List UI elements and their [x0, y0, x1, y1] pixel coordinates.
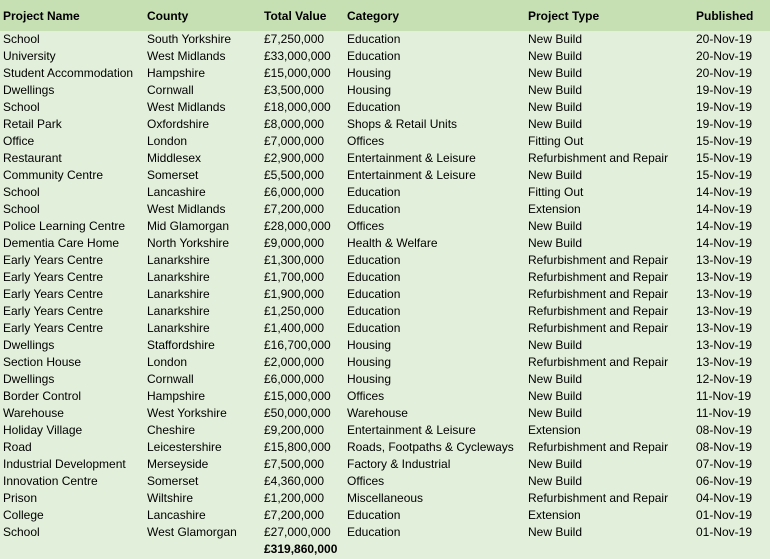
header-row — [0, 0, 770, 31]
project-name-cell[interactable]: School — [3, 202, 40, 216]
header-total-value[interactable]: Total Value — [260, 0, 343, 31]
published-cell[interactable]: 15-Nov-19 — [696, 151, 753, 165]
project-name-cell[interactable]: Dwellings — [3, 338, 55, 352]
published-cell[interactable]: 20-Nov-19 — [696, 49, 753, 63]
project-name-cell[interactable]: Student Accommodation — [3, 66, 134, 80]
category-cell[interactable]: Warehouse — [347, 406, 408, 420]
table-row — [0, 150, 770, 167]
county-cell[interactable]: Lanarkshire — [147, 321, 210, 335]
category-cell[interactable]: Housing — [347, 338, 392, 352]
project-type-cell[interactable]: Refurbishment and Repair — [528, 321, 669, 335]
table-row — [0, 303, 770, 320]
published-cell[interactable]: 20-Nov-19 — [696, 32, 753, 46]
published-cell[interactable]: 13-Nov-19 — [696, 355, 753, 369]
table-row — [0, 167, 770, 184]
table-row — [0, 320, 770, 337]
published-cell[interactable]: 15-Nov-19 — [696, 134, 753, 148]
category-cell[interactable]: Roads, Footpaths & Cycleways — [347, 440, 514, 454]
total-value-cell[interactable]: £1,400,000 — [264, 321, 325, 335]
table-row — [0, 65, 770, 82]
category-cell[interactable]: Housing — [347, 372, 392, 386]
county-cell[interactable]: Cornwall — [147, 372, 194, 386]
published-cell[interactable]: 13-Nov-19 — [696, 270, 753, 284]
county-cell[interactable]: West Midlands — [147, 49, 226, 63]
total-value-cell[interactable]: £2,000,000 — [264, 355, 325, 369]
published-cell[interactable]: 06-Nov-19 — [696, 474, 753, 488]
total-value-cell[interactable]: £1,700,000 — [264, 270, 325, 284]
project-type-cell[interactable]: Refurbishment and Repair — [528, 355, 669, 369]
total-spacer — [343, 541, 524, 558]
published-cell[interactable]: 13-Nov-19 — [696, 253, 753, 267]
total-value-cell[interactable]: £15,000,000 — [264, 66, 331, 80]
total-value-cell[interactable]: £7,250,000 — [264, 32, 325, 46]
table-row — [0, 405, 770, 422]
total-value-cell[interactable]: £6,000,000 — [264, 185, 325, 199]
county-cell[interactable]: Wiltshire — [147, 491, 194, 505]
project-name-cell[interactable]: Dementia Care Home — [3, 236, 120, 250]
project-type-cell[interactable]: New Build — [528, 457, 583, 471]
project-type-cell[interactable]: New Build — [528, 49, 583, 63]
project-type-cell[interactable]: New Build — [528, 474, 583, 488]
total-value-cell[interactable]: £33,000,000 — [264, 49, 331, 63]
project-type-cell[interactable]: Fitting Out — [528, 185, 584, 199]
total-value-cell[interactable]: £5,500,000 — [264, 168, 325, 182]
project-type-cell[interactable]: Refurbishment and Repair — [528, 270, 669, 284]
published-cell[interactable]: 19-Nov-19 — [696, 117, 753, 131]
project-name-cell[interactable]: Early Years Centre — [3, 321, 104, 335]
county-cell[interactable]: Cornwall — [147, 83, 194, 97]
published-cell[interactable]: 13-Nov-19 — [696, 287, 753, 301]
category-cell[interactable]: Factory & Industrial — [347, 457, 451, 471]
published-cell[interactable]: 04-Nov-19 — [696, 491, 753, 505]
table-row — [0, 116, 770, 133]
category-cell[interactable]: Housing — [347, 66, 392, 80]
total-value-cell[interactable]: £2,900,000 — [264, 151, 325, 165]
project-name-cell[interactable]: Office — [3, 134, 35, 148]
category-cell[interactable]: Housing — [347, 355, 392, 369]
category-cell[interactable]: Education — [347, 185, 401, 199]
project-type-cell[interactable]: Refurbishment and Repair — [528, 491, 669, 505]
total-value-cell[interactable]: £319,860,000 — [264, 542, 338, 556]
category-cell[interactable]: Housing — [347, 83, 392, 97]
category-cell[interactable]: Education — [347, 49, 401, 63]
published-cell[interactable]: 08-Nov-19 — [696, 440, 753, 454]
county-cell[interactable]: London — [147, 355, 188, 369]
project-type-cell[interactable]: Refurbishment and Repair — [528, 287, 669, 301]
total-value-cell[interactable]: £1,200,000 — [264, 491, 325, 505]
header-published[interactable]: Published — [692, 0, 770, 31]
table-row — [0, 371, 770, 388]
project-type-cell[interactable]: New Build — [528, 338, 583, 352]
county-cell[interactable]: West Midlands — [147, 202, 226, 216]
county-cell[interactable]: Lancashire — [147, 508, 206, 522]
county-cell[interactable]: Lancashire — [147, 185, 206, 199]
project-type-cell[interactable]: Extension — [528, 508, 581, 522]
total-value-cell[interactable]: £7,000,000 — [264, 134, 325, 148]
project-name-cell[interactable]: School — [3, 185, 40, 199]
project-name-cell[interactable]: University — [3, 49, 56, 63]
project-name-cell[interactable]: Dwellings — [3, 83, 55, 97]
total-value-cell[interactable]: £8,000,000 — [264, 117, 325, 131]
published-cell[interactable]: 12-Nov-19 — [696, 372, 753, 386]
total-value-cell[interactable]: £7,500,000 — [264, 457, 325, 471]
project-name-cell[interactable]: School — [3, 32, 40, 46]
project-name-cell[interactable]: Early Years Centre — [3, 304, 104, 318]
published-cell[interactable]: 11-Nov-19 — [696, 389, 752, 403]
project-type-cell[interactable]: New Build — [528, 32, 583, 46]
published-cell[interactable]: 13-Nov-19 — [696, 304, 753, 318]
county-cell[interactable]: Merseyside — [147, 457, 209, 471]
published-cell[interactable]: 01-Nov-19 — [696, 508, 753, 522]
table-row — [0, 218, 770, 235]
table-row — [0, 354, 770, 371]
published-cell[interactable]: 14-Nov-19 — [696, 185, 753, 199]
project-name-cell[interactable]: Warehouse — [3, 406, 64, 420]
project-name-cell[interactable]: School — [3, 525, 40, 539]
total-value-cell[interactable]: £4,360,000 — [264, 474, 325, 488]
total-value-cell[interactable]: £50,000,000 — [264, 406, 331, 420]
category-cell[interactable]: Education — [347, 100, 401, 114]
table-row — [0, 184, 770, 201]
project-type-cell[interactable]: New Build — [528, 236, 583, 250]
project-type-cell[interactable]: Extension — [528, 202, 581, 216]
project-name-cell[interactable]: Retail Park — [3, 117, 62, 131]
table-row — [0, 422, 770, 439]
project-name-cell[interactable]: Early Years Centre — [3, 253, 104, 267]
county-cell[interactable]: Oxfordshire — [147, 117, 210, 131]
category-cell[interactable]: Education — [347, 525, 401, 539]
county-cell[interactable]: Lanarkshire — [147, 287, 210, 301]
total-spacer — [0, 541, 143, 558]
table-row — [0, 82, 770, 99]
table-row — [0, 490, 770, 507]
project-type-cell[interactable]: New Build — [528, 525, 583, 539]
project-type-cell[interactable]: Refurbishment and Repair — [528, 440, 669, 454]
project-name-cell[interactable]: Industrial Development — [3, 457, 126, 471]
project-name-cell[interactable]: Restaurant — [3, 151, 62, 165]
total-value-cell[interactable]: £6,000,000 — [264, 372, 325, 386]
category-cell[interactable]: Offices — [347, 389, 385, 403]
project-name-cell[interactable]: Innovation Centre — [3, 474, 98, 488]
county-cell[interactable]: Lanarkshire — [147, 270, 210, 284]
total-value-cell[interactable]: £15,800,000 — [264, 440, 331, 454]
total-spacer — [692, 541, 770, 558]
project-type-cell[interactable]: New Build — [528, 100, 583, 114]
category-cell[interactable]: Education — [347, 32, 401, 46]
project-type-cell[interactable]: New Build — [528, 372, 583, 386]
county-cell[interactable]: Mid Glamorgan — [147, 219, 230, 233]
project-name-cell[interactable]: Section House — [3, 355, 82, 369]
county-cell[interactable]: Somerset — [147, 168, 199, 182]
category-cell[interactable]: Education — [347, 508, 401, 522]
total-value-cell[interactable]: £3,500,000 — [264, 83, 325, 97]
project-name-cell[interactable]: Border Control — [3, 389, 82, 403]
published-cell[interactable]: 14-Nov-19 — [696, 219, 753, 233]
category-cell[interactable]: Shops & Retail Units — [347, 117, 458, 131]
table-row — [0, 201, 770, 218]
category-cell[interactable]: Offices — [347, 219, 385, 233]
county-cell[interactable]: Lanarkshire — [147, 304, 210, 318]
project-type-cell[interactable]: New Build — [528, 219, 583, 233]
county-cell[interactable]: Staffordshire — [147, 338, 215, 352]
project-name-cell[interactable]: Road — [3, 440, 32, 454]
table-row — [0, 473, 770, 490]
header-project-name[interactable]: Project Name — [0, 0, 143, 31]
published-cell[interactable]: 13-Nov-19 — [696, 321, 753, 335]
category-cell[interactable]: Education — [347, 304, 401, 318]
table-row — [0, 388, 770, 405]
project-type-cell[interactable]: New Build — [528, 117, 583, 131]
published-cell[interactable]: 20-Nov-19 — [696, 66, 753, 80]
category-cell[interactable]: Education — [347, 321, 401, 335]
project-type-cell[interactable]: New Build — [528, 168, 583, 182]
total-value-cell[interactable]: £7,200,000 — [264, 508, 325, 522]
project-type-cell[interactable]: New Build — [528, 66, 583, 80]
published-cell[interactable]: 19-Nov-19 — [696, 83, 753, 97]
table-row — [0, 456, 770, 473]
table-row — [0, 235, 770, 252]
county-cell[interactable]: West Midlands — [147, 100, 226, 114]
total-value-cell[interactable]: £1,300,000 — [264, 253, 325, 267]
project-name-cell[interactable]: Prison — [3, 491, 38, 505]
category-cell[interactable]: Offices — [347, 134, 385, 148]
table-row — [0, 252, 770, 269]
total-spacer — [143, 541, 260, 558]
published-cell[interactable]: 19-Nov-19 — [696, 100, 753, 114]
category-cell[interactable]: Education — [347, 253, 401, 267]
project-type-cell[interactable]: Refurbishment and Repair — [528, 151, 669, 165]
table-row — [0, 439, 770, 456]
county-cell[interactable]: Hampshire — [147, 389, 206, 403]
total-value-cell[interactable]: £9,000,000 — [264, 236, 325, 250]
county-cell[interactable]: Hampshire — [147, 66, 206, 80]
header-county[interactable]: County — [143, 0, 260, 31]
county-cell[interactable]: Lanarkshire — [147, 253, 210, 267]
table-row — [0, 337, 770, 354]
table-row — [0, 31, 770, 48]
project-type-cell[interactable]: New Build — [528, 83, 583, 97]
header-project-type[interactable]: Project Type — [524, 0, 692, 31]
published-cell[interactable]: 13-Nov-19 — [696, 338, 753, 352]
total-value-cell[interactable]: £1,250,000 — [264, 304, 325, 318]
table-row — [0, 507, 770, 524]
project-type-cell[interactable]: Refurbishment and Repair — [528, 304, 669, 318]
county-cell[interactable]: Somerset — [147, 474, 199, 488]
table-row — [0, 269, 770, 286]
project-name-cell[interactable]: College — [3, 508, 44, 522]
category-cell[interactable]: Entertainment & Leisure — [347, 168, 476, 182]
project-type-cell[interactable]: New Build — [528, 389, 583, 403]
published-cell[interactable]: 08-Nov-19 — [696, 423, 753, 437]
category-cell[interactable]: Education — [347, 287, 401, 301]
project-name-cell[interactable]: Police Learning Centre — [3, 219, 126, 233]
total-value-cell[interactable]: £15,000,000 — [264, 389, 331, 403]
category-cell[interactable]: Entertainment & Leisure — [347, 151, 476, 165]
total-value-cell[interactable]: £9,200,000 — [264, 423, 325, 437]
published-cell[interactable]: 11-Nov-19 — [696, 406, 752, 420]
total-value-cell[interactable]: £27,000,000 — [264, 525, 331, 539]
category-cell[interactable]: Education — [347, 202, 401, 216]
county-cell[interactable]: Middlesex — [147, 151, 202, 165]
project-name-cell[interactable]: School — [3, 100, 40, 114]
project-type-cell[interactable]: Extension — [528, 423, 581, 437]
category-cell[interactable]: Education — [347, 270, 401, 284]
total-value-cell[interactable]: £28,000,000 — [264, 219, 331, 233]
county-cell[interactable]: London — [147, 134, 188, 148]
total-value-cell[interactable]: £1,900,000 — [264, 287, 325, 301]
total-value-cell[interactable]: £16,700,000 — [264, 338, 331, 352]
county-cell[interactable]: West Yorkshire — [147, 406, 227, 420]
published-cell[interactable]: 01-Nov-19 — [696, 525, 753, 539]
total-row — [0, 541, 770, 558]
table-row — [0, 133, 770, 150]
table-row — [0, 99, 770, 116]
published-cell[interactable]: 14-Nov-19 — [696, 236, 753, 250]
published-cell[interactable]: 14-Nov-19 — [696, 202, 753, 216]
total-value-cell[interactable]: £7,200,000 — [264, 202, 325, 216]
published-cell[interactable]: 07-Nov-19 — [696, 457, 753, 471]
category-cell[interactable]: Entertainment & Leisure — [347, 423, 476, 437]
project-type-cell[interactable]: Fitting Out — [528, 134, 584, 148]
category-cell[interactable]: Miscellaneous — [347, 491, 424, 505]
project-name-cell[interactable]: Holiday Village — [3, 423, 83, 437]
table-row — [0, 524, 770, 541]
table-row — [0, 48, 770, 65]
county-cell[interactable]: West Glamorgan — [147, 525, 237, 539]
project-name-cell[interactable]: Early Years Centre — [3, 287, 104, 301]
header-category[interactable]: Category — [343, 0, 524, 31]
project-name-cell[interactable]: Community Centre — [3, 168, 104, 182]
county-cell[interactable]: Leicestershire — [147, 440, 222, 454]
table-row — [0, 286, 770, 303]
county-cell[interactable]: North Yorkshire — [147, 236, 230, 250]
category-cell[interactable]: Offices — [347, 474, 385, 488]
category-cell[interactable]: Health & Welfare — [347, 236, 438, 250]
project-type-cell[interactable]: Refurbishment and Repair — [528, 253, 669, 267]
total-spacer — [524, 541, 692, 558]
total-value-cell[interactable]: £18,000,000 — [264, 100, 331, 114]
county-cell[interactable]: South Yorkshire — [147, 32, 232, 46]
project-name-cell[interactable]: Dwellings — [3, 372, 55, 386]
published-cell[interactable]: 15-Nov-19 — [696, 168, 753, 182]
project-type-cell[interactable]: New Build — [528, 406, 583, 420]
county-cell[interactable]: Cheshire — [147, 423, 196, 437]
project-name-cell[interactable]: Early Years Centre — [3, 270, 104, 284]
